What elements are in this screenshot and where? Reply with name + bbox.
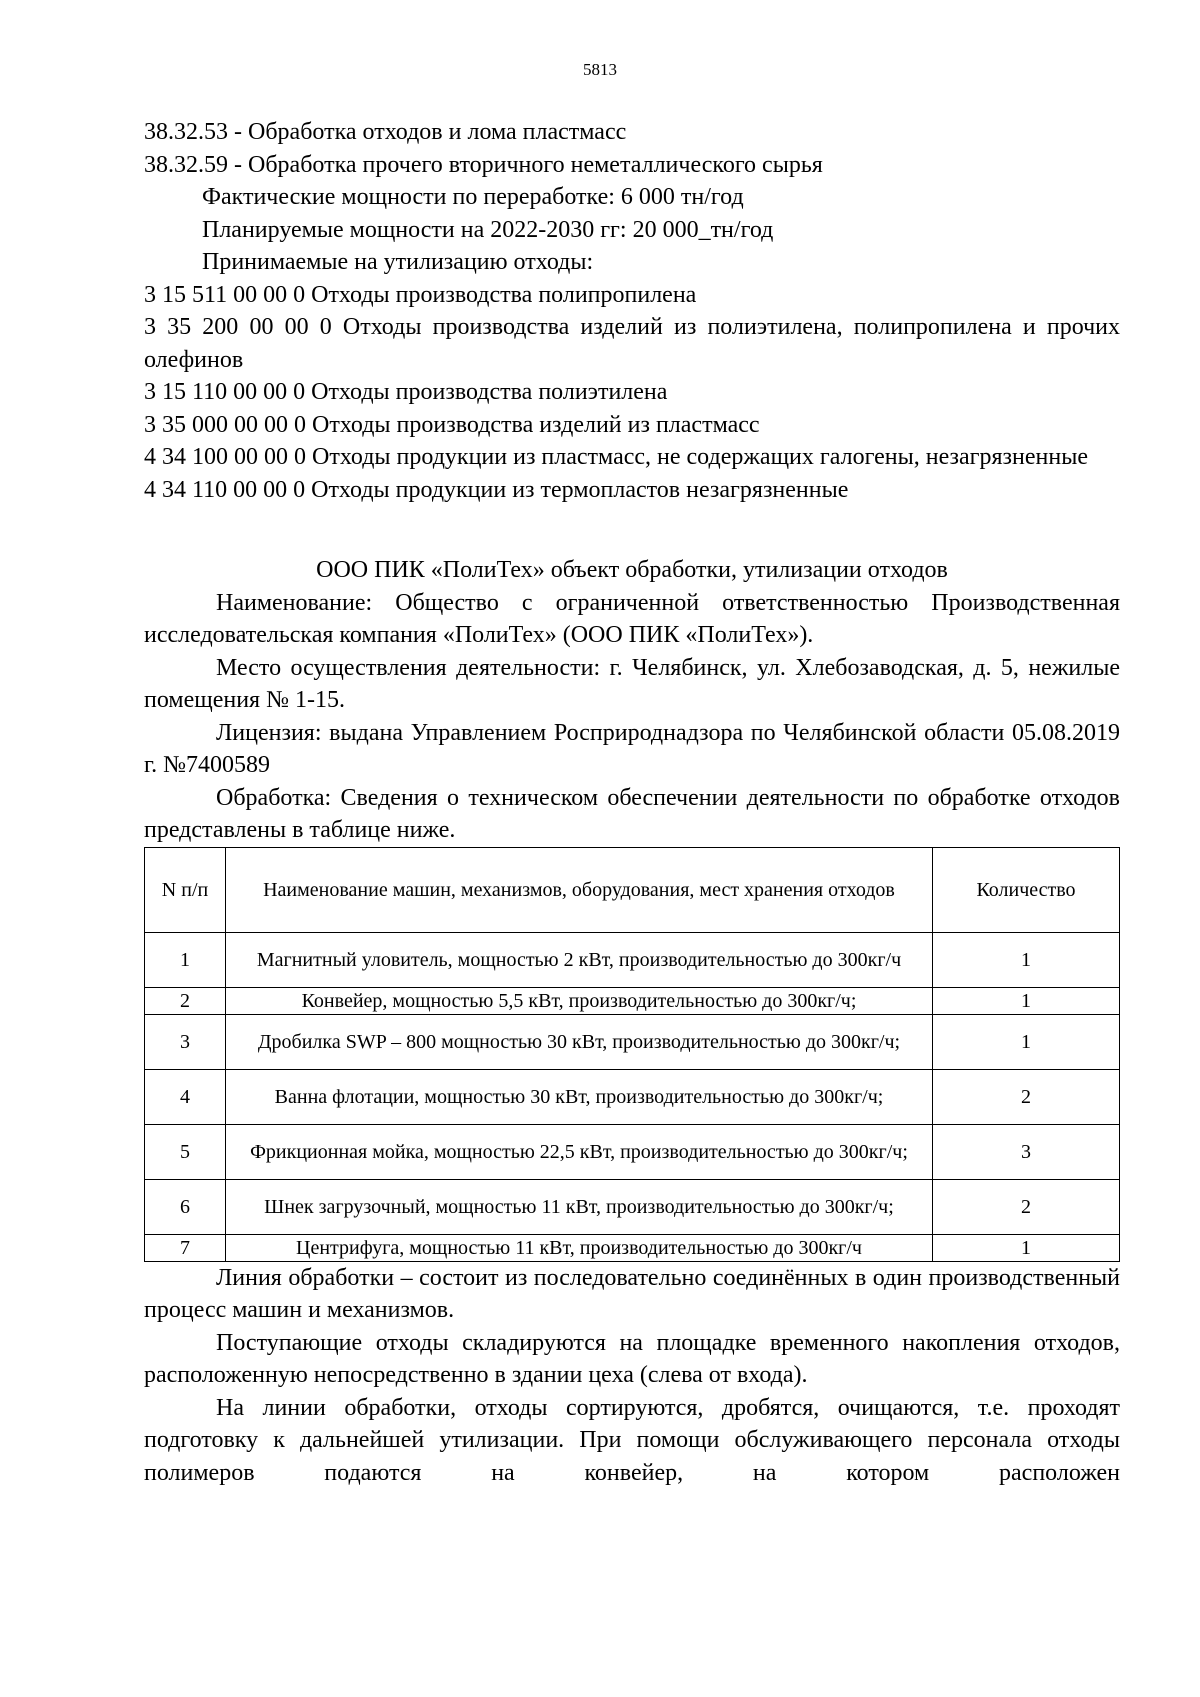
header-qty: Количество	[933, 847, 1120, 932]
cell-name: Конвейер, мощностью 5,5 кВт, производительностью до 300кг/ч;	[226, 987, 933, 1014]
table-row	[145, 987, 1120, 1014]
header-num: N п/п	[145, 847, 226, 932]
capacity-actual: Фактические мощности по переработке: 6 000 тн/год	[202, 184, 744, 210]
okved-line: 38.32.59 - Обработка прочего вторичного неметаллического сырья	[144, 151, 823, 178]
cell-num: 4	[145, 1069, 226, 1124]
cell-num: 5	[145, 1124, 226, 1179]
cell-name: Шнек загрузочный, мощностью 11 кВт, производительностью до 300кг/ч;	[226, 1179, 933, 1234]
sorting-paragraph: На линии обработки, отходы сортируются, дробятся, очищаются, т.е. проходят подготовку к дальнейшей утилизации. При помощи обслуживающего персонала отходы полимеров подаются на конвейер, на котором расположен	[144, 1394, 1120, 1486]
cell-qty: 1	[933, 987, 1120, 1014]
table-header-row	[145, 847, 1120, 932]
waste-code-item: 3 15 110 00 00 0 Отходы производства полиэтилена	[144, 379, 668, 405]
cell-name: Фрикционная мойка, мощностью 22,5 кВт, производительностью до 300кг/ч;	[226, 1124, 933, 1179]
waste-code-item: 3 35 000 00 00 0 Отходы производства изделий из пластмасс	[144, 411, 760, 438]
cell-qty: 1	[933, 1014, 1120, 1069]
cell-name: Дробилка SWP – 800 мощностью 30 кВт, производительностью до 300кг/ч;	[226, 1014, 933, 1069]
storage-paragraph: Поступающие отходы складируются на площадке временного накопления отходов, расположенную непосредственно в здании цеха (слева от входа).	[144, 1329, 1120, 1388]
table-row	[145, 932, 1120, 987]
capacity-planned: Планируемые мощности на 2022-2030 гг: 20 000_тн/год	[202, 216, 774, 243]
waste-code-item: 4 34 110 00 00 0 Отходы продукции из термопластов незагрязненные	[144, 476, 849, 503]
header-name: Наименование машин, механизмов, оборудования, мест хранения отходов	[226, 847, 933, 932]
waste-code-item: 3 15 511 00 00 0 Отходы производства полипропилена	[144, 281, 697, 308]
cell-qty: 3	[933, 1124, 1120, 1179]
cell-qty: 1	[933, 932, 1120, 987]
table-row	[145, 1069, 1120, 1124]
processing-paragraph: Обработка: Сведения о техническом обеспечении деятельности по обработке отходов представлены в таблице ниже.	[144, 784, 1120, 843]
cell-num: 6	[145, 1179, 226, 1234]
okved-line: 38.32.53 - Обработка отходов и лома пластмасс	[144, 119, 627, 145]
location-paragraph: Место осуществления деятельности: г. Челябинск, ул. Хлебозаводская, д. 5, нежилые помещения № 1-15.	[144, 654, 1120, 713]
license-paragraph: Лицензия: выдана Управлением Росприроднадзора по Челябинской области 05.08.2019 г. №7400589	[144, 719, 1120, 778]
line-paragraph: Линия обработки – состоит из последовательно соединённых в один производственный процесс машин и механизмов.	[144, 1264, 1120, 1323]
table-row	[145, 1124, 1120, 1179]
cell-num: 3	[145, 1014, 226, 1069]
company-name-paragraph: Наименование: Общество с ограниченной ответственностью Производственная исследовательская компания «ПолиТех» (ООО ПИК «ПолиТех»).	[144, 589, 1120, 648]
cell-name: Магнитный уловитель, мощностью 2 кВт, производительностью до 300кг/ч	[226, 932, 933, 987]
section-spacer	[144, 506, 1120, 554]
equipment-table	[144, 847, 1120, 1262]
section-title: ООО ПИК «ПолиТех» объект обработки, утилизации отходов	[316, 557, 948, 583]
page-number: 5813	[583, 60, 617, 79]
cell-num: 2	[145, 987, 226, 1014]
table-row	[145, 1234, 1120, 1261]
table-row	[145, 1014, 1120, 1069]
waste-code-item: 4 34 100 00 00 0 Отходы продукции из пластмасс, не содержащих галогены, незагрязненные	[144, 444, 1088, 470]
cell-num: 7	[145, 1234, 226, 1261]
cell-name: Центрифуга, мощностью 11 кВт, производительностью до 300кг/ч	[226, 1234, 933, 1261]
cell-qty: 2	[933, 1069, 1120, 1124]
accepted-waste-heading: Принимаемые на утилизацию отходы:	[202, 249, 594, 275]
cell-qty: 1	[933, 1234, 1120, 1261]
cell-num: 1	[145, 932, 226, 987]
cell-name: Ванна флотации, мощностью 30 кВт, производительностью до 300кг/ч;	[226, 1069, 933, 1124]
document-body	[144, 116, 1120, 1489]
waste-code-item: 3 35 200 00 00 0 Отходы производства изделий из полиэтилена, полипропилена и прочих олефинов	[144, 314, 1120, 373]
table-row	[145, 1179, 1120, 1234]
cell-qty: 2	[933, 1179, 1120, 1234]
